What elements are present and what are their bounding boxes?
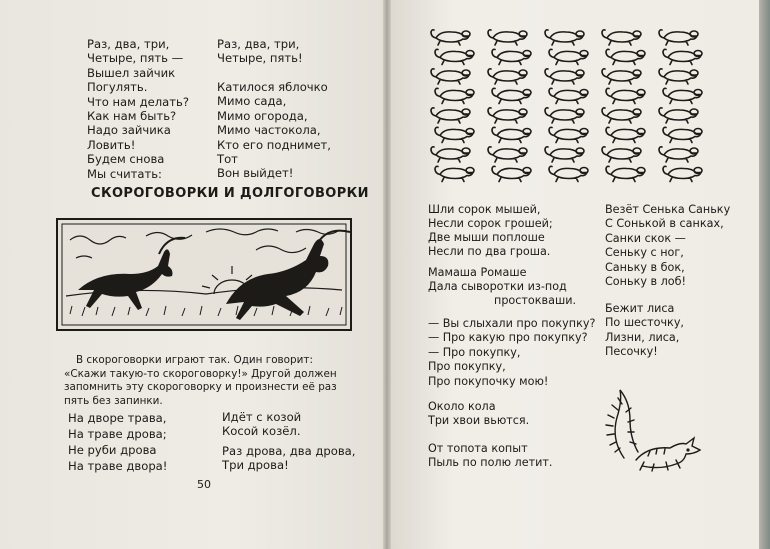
poem-line: Вон выйдет!: [217, 166, 294, 181]
poem-line: Четыре, пять!: [217, 51, 303, 66]
mouse-icon: [606, 88, 645, 103]
poem-line: На дворе трава,: [68, 411, 167, 425]
mouse-icon: [545, 69, 584, 84]
tongue-twister-drova: [222, 444, 355, 472]
mouse-icon: [488, 108, 527, 123]
poem-line: простокваши.: [494, 294, 577, 307]
poem-line: Вышел зайчик: [87, 65, 176, 80]
poem-line: Не руби дрова: [68, 443, 157, 457]
poem-line: Раз дрова, два дрова,: [222, 444, 356, 458]
poem-line: Сеньку с ног,: [605, 246, 684, 260]
counting-rhyme-right: [217, 80, 331, 181]
mouse-icon: [602, 108, 641, 123]
mice-rhyme: [428, 203, 553, 259]
poem-line: Санки скок —: [605, 231, 686, 245]
poem-line: Раз, два, три,: [87, 37, 170, 51]
mouse-icon: [659, 108, 698, 123]
poem-line: Про покупочку мою!: [428, 374, 549, 388]
mouse-icon: [602, 69, 641, 84]
poem-line: Про покупку,: [428, 360, 506, 374]
mouse-icon: [606, 49, 645, 64]
pokupka-rhyme: [428, 317, 595, 389]
instructions: В скороговорки играют так. Один говорит: «Скажи такую-то скороговорку!» Другой должен запомнить эту скороговорку и произнести её раз пять без запинки.: [64, 354, 337, 407]
poem-line: Около кола: [428, 400, 496, 413]
counting-rhyme-left: [87, 37, 189, 181]
mouse-icon: [602, 147, 641, 162]
poem-line: По шесточку,: [605, 316, 684, 330]
poem-line: Мамаша Ромаше: [428, 266, 527, 279]
poem-line: Пыль по полю летит.: [428, 456, 553, 469]
fox-icon: [604, 388, 700, 472]
mouse-icon: [492, 127, 531, 142]
mouse-icon: [659, 147, 698, 162]
poem-line: Как нам быть?: [87, 109, 177, 124]
forty-mice-illustration: [430, 28, 720, 188]
poem-line: Ловить!: [87, 137, 136, 152]
mouse-icon: [488, 30, 527, 45]
mouse-icon: [431, 147, 470, 162]
poem-line: Мимо огорода,: [217, 108, 308, 123]
mouse-icon: [606, 127, 645, 142]
mouse-icon: [549, 49, 588, 64]
mouse-icon: [488, 69, 527, 84]
poem-line: С Сонькой в санках,: [605, 217, 724, 231]
mouse-icon: [659, 30, 698, 45]
mouse-icon: [435, 88, 474, 103]
poem-line: Кто его поднимет,: [217, 137, 331, 152]
mouse-icon: [488, 147, 527, 162]
tongue-twister-dvor: [68, 410, 167, 474]
mouse-icon: [492, 49, 531, 64]
poem-line: Соньку в лоб!: [605, 275, 687, 289]
poem-line: На траве двора!: [68, 459, 168, 473]
mouse-icon: [549, 127, 588, 142]
poem-line: Надо зайчика: [87, 123, 171, 138]
mouse-icon: [435, 127, 474, 142]
mouse-icon: [431, 108, 470, 123]
poem-line: — Про какую про покупку?: [428, 331, 588, 345]
section-title: СКОРОГОВОРКИ И ДОЛГОГОВОРКИ: [91, 186, 369, 201]
poem-line: Три хвои вьются.: [428, 414, 530, 427]
poem-line: Идёт с козой: [222, 410, 302, 424]
mouse-icon: [545, 147, 584, 162]
mouse-icon: [435, 49, 474, 64]
poem-line: Раз, два, три,: [217, 37, 300, 51]
poem-line: — Про покупку,: [428, 345, 521, 359]
poem-line: Бежит лиса: [605, 302, 675, 315]
mouse-icon: [663, 166, 702, 181]
poem-line: Будем снова: [87, 152, 165, 167]
poem-line: Три дрова!: [222, 458, 289, 472]
senka-rhyme: [605, 203, 730, 289]
poem-line: Тот: [217, 152, 238, 167]
mouse-icon: [431, 69, 470, 84]
mouse-icon: [602, 30, 641, 45]
mouse-icon: [663, 49, 702, 64]
mouse-icon: [663, 88, 702, 103]
mouse-icon: [545, 30, 584, 45]
mouse-icon: [663, 127, 702, 142]
poem-line: Дала сыворотки из-под: [428, 280, 567, 293]
mouse-icon: [549, 166, 588, 181]
mouse-icon: [492, 166, 531, 181]
poem-line: Катилося яблочко: [217, 80, 328, 94]
poem-line: Мы считать:: [87, 166, 162, 181]
poem-line: Несли сорок грошей;: [428, 217, 553, 230]
mouse-icon: [431, 30, 470, 45]
mouse-icon: [492, 88, 531, 103]
page-number: 50: [197, 478, 211, 491]
book-spine: [383, 0, 391, 549]
poem-line: Шли сорок мышей,: [428, 203, 541, 216]
mouse-icon: [435, 166, 474, 181]
topot-rhyme: [428, 442, 552, 470]
poem-line: Четыре, пять —: [87, 51, 184, 66]
poem-line: На траве дрова;: [68, 427, 167, 441]
poem-line: Мимо частокола,: [217, 123, 321, 138]
poem-line: Мимо сада,: [217, 94, 287, 109]
poem-line: — Вы слыхали про покупку?: [428, 317, 596, 330]
poem-line: Везёт Сенька Саньку: [605, 203, 731, 216]
poem-line: Косой козёл.: [222, 424, 301, 438]
poem-line: От топота копыт: [428, 442, 528, 455]
poem-line: Две мыши поплоше: [428, 231, 545, 244]
mouse-icon: [545, 108, 584, 123]
mouse-icon: [606, 166, 645, 181]
goats-engraving: [56, 218, 352, 331]
poem-line: Погулять.: [87, 80, 148, 95]
page-edge: [759, 0, 770, 549]
tongue-twister-koza: [222, 410, 301, 438]
poem-line: Что нам делать?: [87, 94, 190, 109]
poem-line: Лизни, лиса,: [605, 330, 680, 344]
poem-line: Несли по два гроша.: [428, 245, 551, 258]
mamasha-rhyme: [428, 266, 576, 308]
lisa-rhyme: [605, 302, 684, 360]
mouse-icon: [659, 69, 698, 84]
poem-line: Саньку в бок,: [605, 260, 685, 274]
counting-rhyme-right-top: [217, 37, 303, 66]
mouse-icon: [549, 88, 588, 103]
poem-line: Песочку!: [605, 345, 658, 359]
kola-rhyme: [428, 400, 529, 428]
